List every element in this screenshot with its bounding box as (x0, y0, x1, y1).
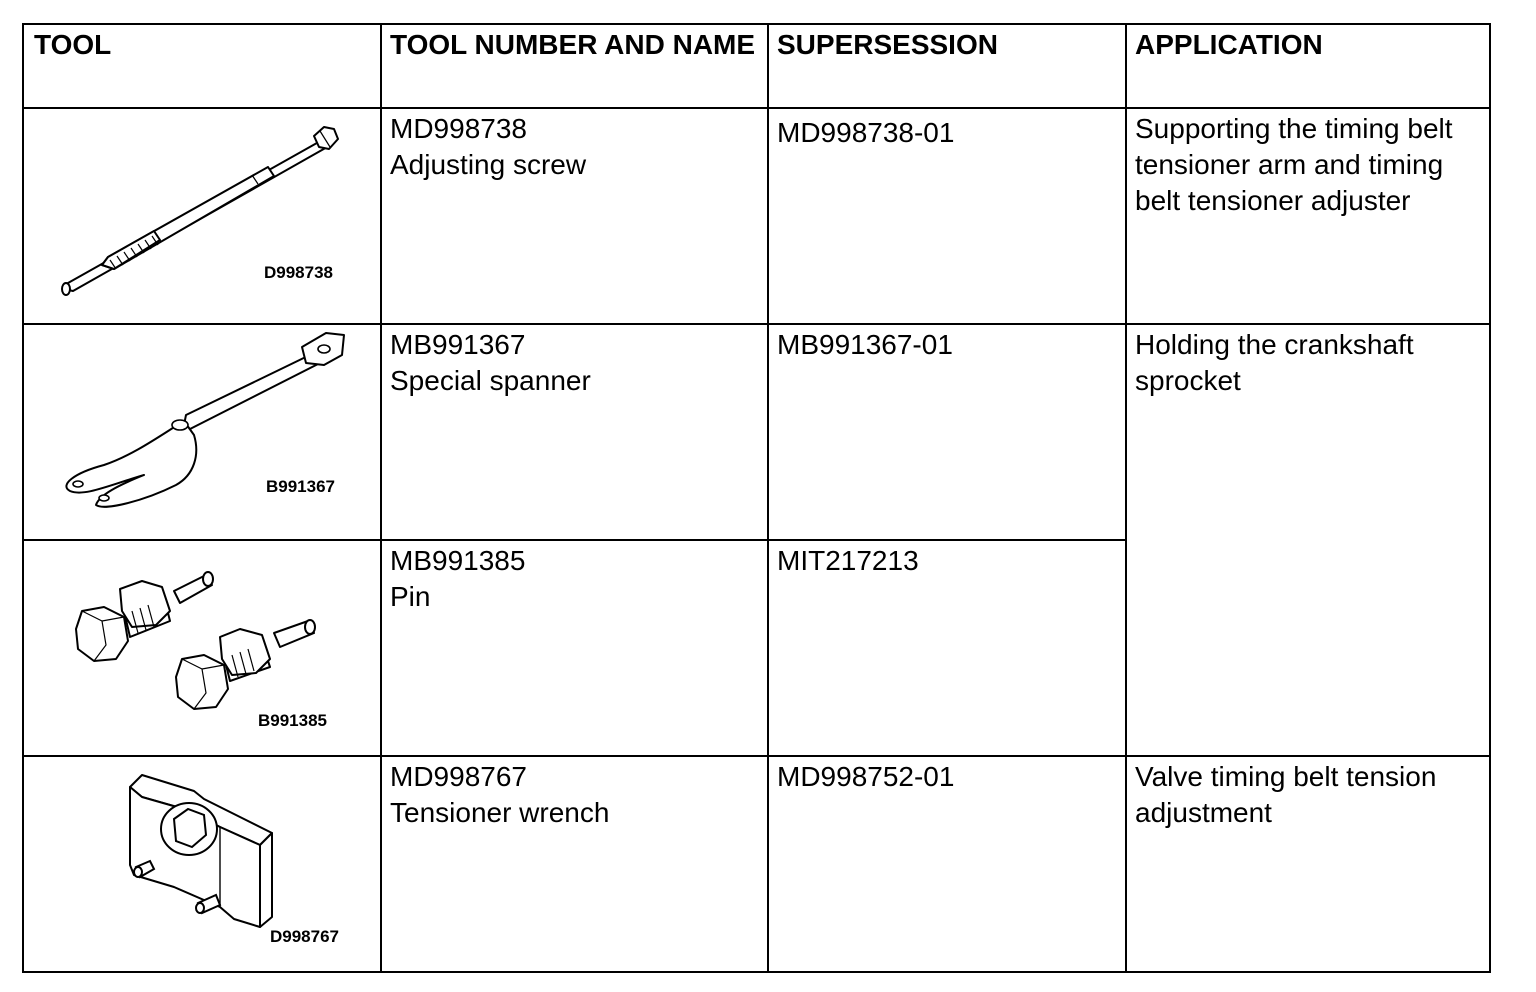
tool-name: Adjusting screw (390, 149, 587, 180)
supersession-cell: MD998738-01 (768, 108, 1126, 324)
tool-number: MD998738 (390, 113, 527, 144)
tool-number: MB991385 (390, 545, 526, 576)
special-tools-table (22, 23, 1491, 973)
pin-illustration (24, 541, 382, 755)
tool-name: Tensioner wrench (390, 797, 610, 828)
header-row (23, 24, 1490, 108)
tool-number: MD998767 (390, 761, 527, 792)
header-tool: TOOL (23, 24, 381, 108)
tool-number-name-cell (381, 108, 768, 324)
tool-name: Pin (390, 581, 431, 612)
tool-image-label: B991385 (258, 711, 328, 730)
table-row (23, 108, 1490, 324)
table-row (23, 756, 1490, 972)
table-row (23, 324, 1490, 540)
header-tool-number-name: TOOL NUMBER AND NAME (381, 24, 768, 108)
tool-number: MB991367 (390, 329, 526, 360)
header-supersession: SUPERSESSION (768, 24, 1126, 108)
tool-number-name-cell (381, 540, 768, 756)
application-cell: Valve timing belt tension adjustment (1126, 756, 1490, 972)
tool-name: Special spanner (390, 365, 591, 396)
tool-image-cell (23, 324, 381, 540)
tool-number-name-cell (381, 324, 768, 540)
tool-image-label: D998767 (270, 927, 340, 946)
application-cell: Holding the crankshaft sprocket (1126, 324, 1490, 756)
tool-image-cell (23, 756, 381, 972)
application-cell: Supporting the timing belt tensioner arm and timing belt tensioner adjuster (1126, 108, 1490, 324)
tool-number-name-cell (381, 756, 768, 972)
header-application: APPLICATION (1126, 24, 1490, 108)
adjusting-screw-illustration (24, 109, 382, 323)
supersession-cell: MD998752-01 (768, 756, 1126, 972)
tool-image-label: B991367 (266, 477, 336, 496)
tool-image-label: D998738 (264, 263, 334, 282)
special-spanner-illustration (24, 325, 382, 539)
tool-image-cell (23, 540, 381, 756)
supersession-cell: MB991367-01 (768, 324, 1126, 540)
tool-image-cell (23, 108, 381, 324)
supersession-cell: MIT217213 (768, 540, 1126, 756)
